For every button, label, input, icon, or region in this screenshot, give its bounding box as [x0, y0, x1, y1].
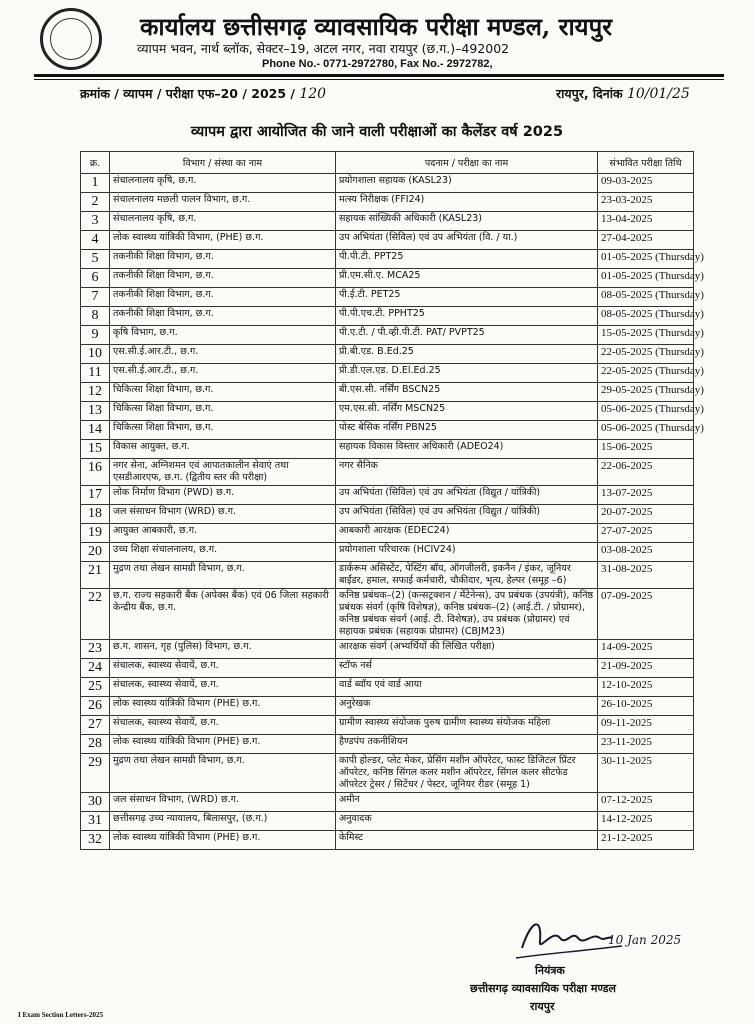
- column-header-department: विभाग / संस्था का नाम: [110, 152, 336, 174]
- row-date: 26-10-2025: [598, 697, 694, 716]
- row-department: छ.ग. राज्य सहकारी बैंक (अपेक्स बैंक) एवं 06 जिला सहकारी केन्द्रीय बैंक, छ.ग.: [110, 589, 336, 640]
- table-row: [81, 562, 694, 589]
- table-row: [81, 543, 694, 562]
- row-department: आयुक्त आबकारी, छ.ग.: [110, 524, 336, 543]
- row-department: जल संसाधन विभाग (WRD) छ.ग.: [110, 505, 336, 524]
- row-department: नगर सेना, अग्निशमन एवं आपातकालीन सेवाएं तथा एसडीआरएफ, छ.ग. (द्वितीय स्तर की परीक्षा): [110, 459, 336, 486]
- row-date: 03-08-2025: [598, 543, 694, 562]
- row-date: 15-05-2025 (Thursday): [598, 326, 694, 345]
- row-sno: 13: [81, 402, 110, 421]
- row-post: केमिस्ट: [336, 831, 598, 850]
- column-header-date: संभावित परीक्षा तिथि: [598, 152, 694, 174]
- row-post: ग्रामीण स्वास्थ्य संयोजक पुरुष ग्रामीण स्वास्थ्य संयोजक महिला: [336, 716, 598, 735]
- signatory-city: रायपुर: [530, 1000, 555, 1013]
- exam-calendar-table: [80, 151, 704, 850]
- table-row: [81, 383, 694, 402]
- row-department: मुद्रण तथा लेखन सामग्री विभाग, छ.ग.: [110, 562, 336, 589]
- row-department: तकनीकी शिक्षा विभाग, छ.ग.: [110, 307, 336, 326]
- header-rule-thick: [34, 74, 724, 77]
- row-sno: 26: [81, 697, 110, 716]
- row-post: हैण्डपंप तकनीशियन: [336, 735, 598, 754]
- table-row: [81, 486, 694, 505]
- row-sno: 25: [81, 678, 110, 697]
- row-department: संचालनालय कृषि, छ.ग.: [110, 212, 336, 231]
- row-post: कापी होल्डर, प्लेट मेकर, प्रेसिंग मशीन ऑपरेटर, फास्ट डिजिटल प्रिंटर ऑपरेटर, कनिष्ठ सिंगल कलर मशीन ऑपरेटर, सिंगल कलर सीटफेड ऑपरेटर ट्रेसर / सिटेंचर / पेस्टर, जूनियर रीडर (समूह 1): [336, 754, 598, 793]
- row-sno: 9: [81, 326, 110, 345]
- row-department: लोक स्वास्थ्य यांत्रिकी विभाग (PHE) छ.ग.: [110, 697, 336, 716]
- row-date: 23-11-2025: [598, 735, 694, 754]
- table-row: [81, 269, 694, 288]
- row-post: प्रयोगशाला परिचारक (HCIV24): [336, 543, 598, 562]
- row-sno: 11: [81, 364, 110, 383]
- row-department: संचालनालय कृषि, छ.ग.: [110, 174, 336, 193]
- signature-date: 10 Jan 2025: [608, 933, 682, 947]
- column-header-sno: क्र.: [81, 152, 110, 174]
- row-post: कनिष्ठ प्रबंधक–(2) (कन्सट्रक्शन / मेंटेनेन्स), उप प्रबंधक (उपयंत्री), कनिष्ठ प्रबंधक संवर्ग (कृषि विशेषज्ञ), कनिष्ठ प्रबंधक–(2) (आई.टी. / प्रोग्रामर), कनिष्ठ प्रबंधक संवर्ग (आई. टी. विशेषज्ञ), उप प्रबंधक (प्रोग्रामर) एवं सहायक प्रबंधक (सहायक प्रोग्रामर) (CBJM23): [336, 589, 598, 640]
- row-department: लोक स्वास्थ्य यांत्रिकी विभाग (PHE) छ.ग.: [110, 735, 336, 754]
- table-row: [81, 793, 694, 812]
- row-post: मत्स्य निरीक्षक (FFI24): [336, 193, 598, 212]
- row-date: 29-05-2025 (Thursday): [598, 383, 694, 402]
- row-department: तकनीकी शिक्षा विभाग, छ.ग.: [110, 288, 336, 307]
- row-post: प्री.बी.एड. B.Ed.25: [336, 345, 598, 364]
- row-department: मुद्रण तथा लेखन सामग्री विभाग, छ.ग.: [110, 754, 336, 793]
- row-department: तकनीकी शिक्षा विभाग, छ.ग.: [110, 269, 336, 288]
- row-sno: 20: [81, 543, 110, 562]
- row-department: लोक निर्माण विभाग (PWD) छ.ग.: [110, 486, 336, 505]
- table-row: [81, 288, 694, 307]
- row-date: 21-09-2025: [598, 659, 694, 678]
- table-row: [81, 326, 694, 345]
- row-sno: 30: [81, 793, 110, 812]
- row-sno: 5: [81, 250, 110, 269]
- row-post: सहायक विकास विस्तार अधिकारी (ADEO24): [336, 440, 598, 459]
- row-date: 20-07-2025: [598, 505, 694, 524]
- row-date: 27-04-2025: [598, 231, 694, 250]
- row-sno: 17: [81, 486, 110, 505]
- column-header-post: पदनाम / परीक्षा का नाम: [336, 152, 598, 174]
- table-row: [81, 812, 694, 831]
- document-title: व्यापम द्वारा आयोजित की जाने वाली परीक्षाओं का कैलेंडर वर्ष 2025: [190, 124, 564, 140]
- row-post: प्रयोगशाला सहायक (KASL23): [336, 174, 598, 193]
- table-row: [81, 505, 694, 524]
- row-department: चिकित्सा शिक्षा विभाग, छ.ग.: [110, 421, 336, 440]
- row-post: उप अभियंता (सिविल) एवं उप अभियंता (विद्युत / यांत्रिकी): [336, 505, 598, 524]
- row-post: अनुवादक: [336, 812, 598, 831]
- row-date: 30-11-2025: [598, 754, 694, 793]
- row-date: 13-07-2025: [598, 486, 694, 505]
- row-date: 13-04-2025: [598, 212, 694, 231]
- row-department: चिकित्सा शिक्षा विभाग, छ.ग.: [110, 383, 336, 402]
- row-date: 31-08-2025: [598, 562, 694, 589]
- row-sno: 19: [81, 524, 110, 543]
- reference-number-text: क्रमांक / व्यापम / परीक्षा एफ–20 / 2025 /: [80, 86, 295, 101]
- footer-reference: I Exam Section Letters-2025: [18, 1011, 103, 1019]
- row-sno: 31: [81, 812, 110, 831]
- row-sno: 6: [81, 269, 110, 288]
- table-row: [81, 250, 694, 269]
- row-sno: 24: [81, 659, 110, 678]
- row-sno: 12: [81, 383, 110, 402]
- row-post: बी.एस.सी. नर्सिंग BSCN25: [336, 383, 598, 402]
- row-department: संचालनालय मछली पालन विभाग, छ.ग.: [110, 193, 336, 212]
- row-post: स्टॉफ नर्स: [336, 659, 598, 678]
- row-sno: 29: [81, 754, 110, 793]
- row-date: 22-05-2025 (Thursday): [598, 345, 694, 364]
- row-department: लोक स्वास्थ्य यांत्रिकी विभाग (PHE) छ.ग.: [110, 831, 336, 850]
- row-post: प्री.एम.सी.ए. MCA25: [336, 269, 598, 288]
- table-row: [81, 440, 694, 459]
- row-post: सहायक सांख्यिकी अधिकारी (KASL23): [336, 212, 598, 231]
- row-post: उप अभियंता (सिविल) एवं उप अभियंता (वि. / या.): [336, 231, 598, 250]
- row-sno: 4: [81, 231, 110, 250]
- table-row: [81, 831, 694, 850]
- table-row: [81, 697, 694, 716]
- row-post: अमीन: [336, 793, 598, 812]
- row-date: 22-06-2025: [598, 459, 694, 486]
- row-post: पी.पी.टी. PPT25: [336, 250, 598, 269]
- row-department: कृषि विभाग, छ.ग.: [110, 326, 336, 345]
- table-row: [81, 716, 694, 735]
- row-post: उप अभियंता (सिविल) एवं उप अभियंता (विद्युत / यांत्रिकी): [336, 486, 598, 505]
- org-address: व्यापम भवन, नार्थ ब्लॉक, सेक्टर–19, अटल नगर, नवा रायपुर (छ.ग.)–492002: [137, 41, 510, 56]
- table-row: [81, 524, 694, 543]
- row-department: तकनीकी शिक्षा विभाग, छ.ग.: [110, 250, 336, 269]
- controller-signature: [512, 908, 680, 968]
- table-row: [81, 421, 694, 440]
- row-sno: 23: [81, 640, 110, 659]
- row-post: अनुरेखक: [336, 697, 598, 716]
- row-date: 07-12-2025: [598, 793, 694, 812]
- row-sno: 32: [81, 831, 110, 850]
- row-sno: 10: [81, 345, 110, 364]
- table-row: [81, 174, 694, 193]
- row-sno: 1: [81, 174, 110, 193]
- row-post: डार्करूम असिस्टेंट, पेस्टिंग बॉय, ऑगजीलरी, इकनैन / इंकर, जूनियर बाईंडर, हमाल, सफाई कर्मचारी, चौकीदार, भृत्य, हेल्पर (समूह –6): [336, 562, 598, 589]
- org-name: कार्यालय छत्तीसगढ़ व्यावसायिक परीक्षा मण्डल, रायपुर: [140, 12, 613, 41]
- row-date: 08-05-2025 (Thursday): [598, 307, 694, 326]
- row-date: 08-05-2025 (Thursday): [598, 288, 694, 307]
- row-post: वार्ड ब्वॉय एवं वार्ड आया: [336, 678, 598, 697]
- row-department: एस.सी.ई.आर.टी., छ.ग.: [110, 345, 336, 364]
- row-sno: 16: [81, 459, 110, 486]
- row-date: 27-07-2025: [598, 524, 694, 543]
- row-date: 09-11-2025: [598, 716, 694, 735]
- issue-date: [556, 85, 690, 102]
- row-post: पोस्ट बेसिक नर्सिंग PBN25: [336, 421, 598, 440]
- row-post: आरक्षक संवर्ग (अभ्यर्थियों की लिखित परीक्षा): [336, 640, 598, 659]
- row-department: चिकित्सा शिक्षा विभाग, छ.ग.: [110, 402, 336, 421]
- table-row: [81, 364, 694, 383]
- table-row: [81, 307, 694, 326]
- row-sno: 7: [81, 288, 110, 307]
- row-post: पी.ई.टी. PET25: [336, 288, 598, 307]
- reference-number: [80, 85, 326, 102]
- row-department: छ.ग. शासन, गृह (पुलिस) विभाग, छ.ग.: [110, 640, 336, 659]
- org-phone-fax: Phone No.- 0771-2972780, Fax No.- 2972782,: [262, 58, 493, 70]
- table-row: [81, 402, 694, 421]
- row-sno: 18: [81, 505, 110, 524]
- row-date: 21-12-2025: [598, 831, 694, 850]
- signatory-organisation: छत्तीसगढ़ व्यावसायिक परीक्षा मण्डल: [470, 982, 617, 995]
- row-date: 12-10-2025: [598, 678, 694, 697]
- row-sno: 14: [81, 421, 110, 440]
- row-department: लोक स्वास्थ्य यांत्रिकी विभाग, (PHE) छ.ग.: [110, 231, 336, 250]
- org-logo: [40, 8, 102, 70]
- table-row: [81, 678, 694, 697]
- row-date: 14-12-2025: [598, 812, 694, 831]
- row-department: एस.सी.ई.आर.टी., छ.ग.: [110, 364, 336, 383]
- table-row: [81, 212, 694, 231]
- row-department: संचालक, स्वास्थ्य सेवायें, छ.ग.: [110, 659, 336, 678]
- row-date: 01-05-2025 (Thursday): [598, 269, 694, 288]
- header-rule-thin: [34, 79, 724, 80]
- row-department: जल संसाधन विभाग, (WRD) छ.ग.: [110, 793, 336, 812]
- row-date: 23-03-2025: [598, 193, 694, 212]
- row-date: 15-06-2025: [598, 440, 694, 459]
- table-row: [81, 345, 694, 364]
- row-department: छत्तीसगढ़ उच्च न्यायालय, बिलासपुर, (छ.ग.): [110, 812, 336, 831]
- row-sno: 8: [81, 307, 110, 326]
- row-sno: 22: [81, 589, 110, 640]
- row-date: 07-09-2025: [598, 589, 694, 640]
- row-post: एम.एस.सी. नर्सिंग MSCN25: [336, 402, 598, 421]
- table-row: [81, 459, 694, 486]
- table-row: [81, 640, 694, 659]
- signatory-designation: नियंत्रक: [535, 964, 565, 977]
- row-date: 09-03-2025: [598, 174, 694, 193]
- table-row: [81, 659, 694, 678]
- row-date: 01-05-2025 (Thursday): [598, 250, 694, 269]
- reference-handwritten-number: 120: [299, 86, 327, 102]
- row-post: प्री.डी.एल.एड. D.El.Ed.25: [336, 364, 598, 383]
- issue-date-label: रायपुर, दिनांक: [556, 86, 623, 101]
- row-post: आबकारी आरक्षक (EDEC24): [336, 524, 598, 543]
- table-row: [81, 735, 694, 754]
- row-date: 05-06-2025 (Thursday): [598, 402, 694, 421]
- row-date: 05-06-2025 (Thursday): [598, 421, 694, 440]
- row-post: नगर सैनिक: [336, 459, 598, 486]
- row-date: 22-05-2025 (Thursday): [598, 364, 694, 383]
- row-department: विकास आयुक्त, छ.ग.: [110, 440, 336, 459]
- row-department: संचालक, स्वास्थ्य सेवायें, छ.ग.: [110, 678, 336, 697]
- row-department: संचालक, स्वास्थ्य सेवायें, छ.ग.: [110, 716, 336, 735]
- issue-date-value: 10/01/25: [626, 86, 690, 102]
- table-row: [81, 193, 694, 212]
- row-sno: 27: [81, 716, 110, 735]
- row-date: 14-09-2025: [598, 640, 694, 659]
- row-sno: 15: [81, 440, 110, 459]
- row-department: उच्च शिक्षा संचालनालय, छ.ग.: [110, 543, 336, 562]
- row-sno: 2: [81, 193, 110, 212]
- table-row: [81, 589, 694, 640]
- table-row: [81, 231, 694, 250]
- row-post: पी.ए.टी. / पी.व्ही.पी.टी. PAT/ PVPT25: [336, 326, 598, 345]
- row-sno: 21: [81, 562, 110, 589]
- row-sno: 28: [81, 735, 110, 754]
- table-header-row: [81, 152, 694, 174]
- row-sno: 3: [81, 212, 110, 231]
- table-row: [81, 754, 694, 793]
- row-post: पी.पी.एच.टी. PPHT25: [336, 307, 598, 326]
